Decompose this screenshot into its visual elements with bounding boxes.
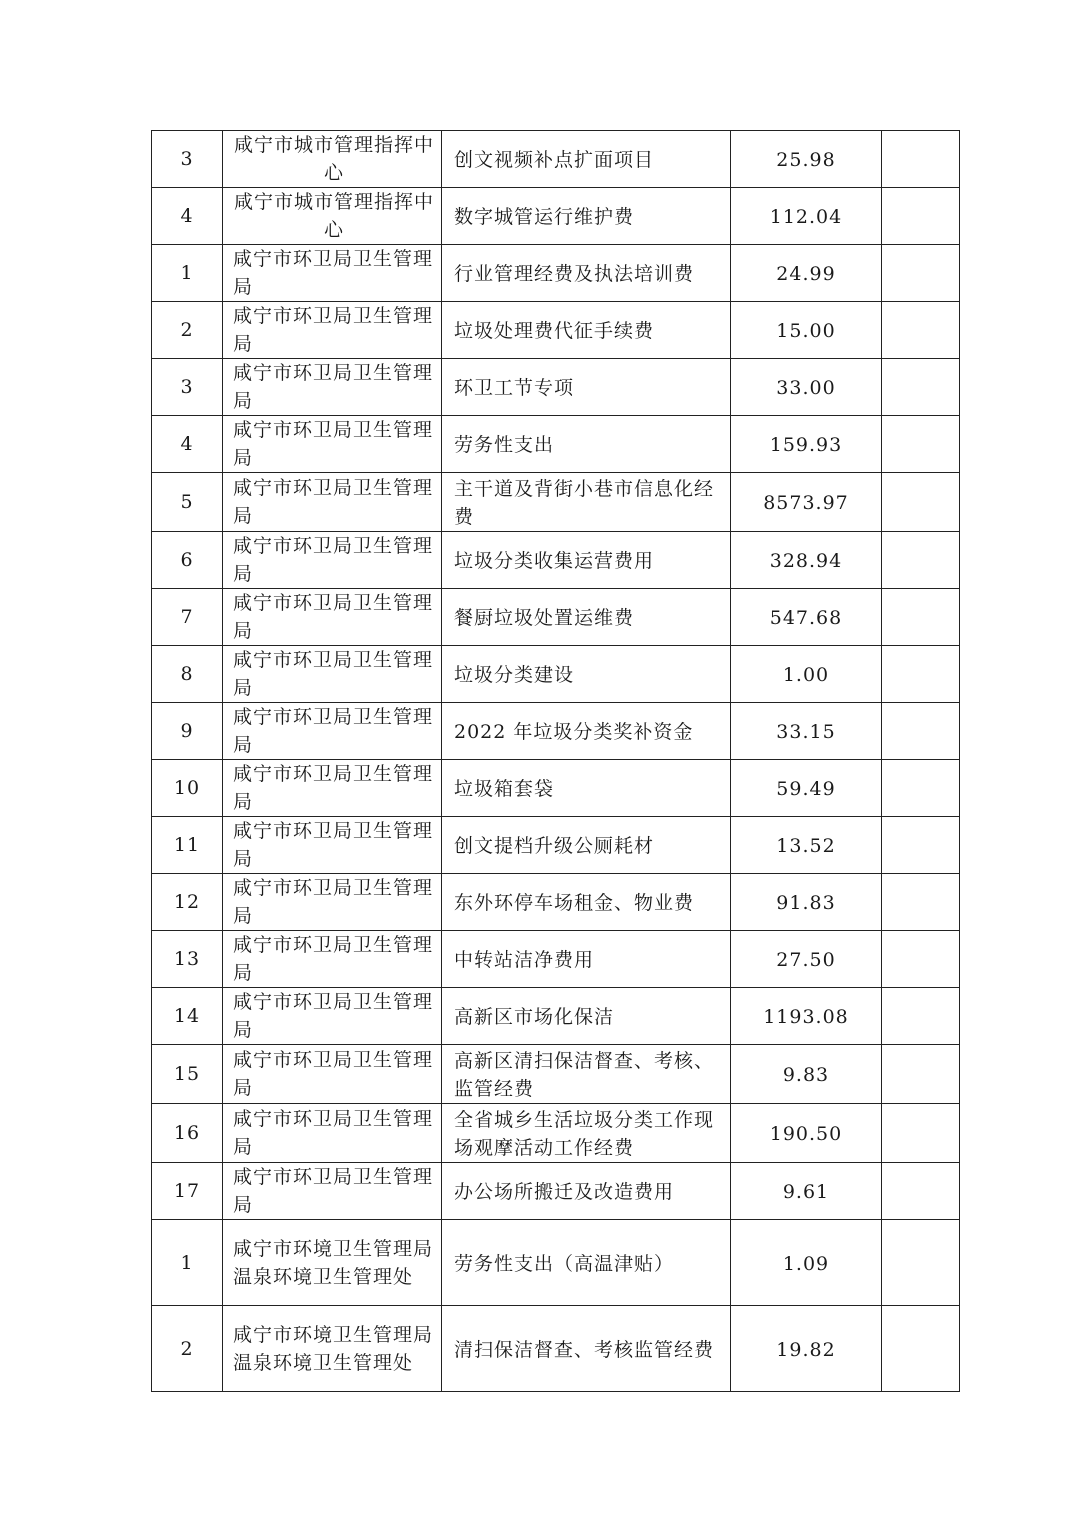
note-cell	[882, 416, 960, 473]
row-number-text: 1	[180, 262, 194, 284]
note-cell	[882, 874, 960, 931]
item-name-text: 清扫保洁督查、考核监管经费	[454, 1338, 715, 1361]
unit-name-cell	[223, 1220, 442, 1306]
row-number-text: 12	[173, 891, 201, 913]
note-cell	[882, 589, 960, 646]
amount-text: 25.98	[776, 149, 836, 171]
row-number-cell	[152, 874, 223, 931]
amount-cell	[731, 1104, 882, 1163]
row-number-cell	[152, 1104, 223, 1163]
amount-text: 8573.97	[763, 492, 849, 514]
unit-name-text: 咸宁市环卫局卫生管理局	[233, 535, 434, 585]
table-row	[152, 1306, 960, 1392]
note-cell	[882, 359, 960, 416]
item-name-cell	[442, 1104, 731, 1163]
note-cell	[882, 760, 960, 817]
table-row	[152, 817, 960, 874]
unit-name-cell	[223, 131, 442, 188]
unit-name-text: 咸宁市环卫局卫生管理局	[233, 763, 434, 813]
row-number-text: 4	[180, 433, 194, 455]
amount-text: 1.09	[782, 1252, 830, 1275]
unit-name-text: 咸宁市城市管理指挥中心	[233, 191, 434, 241]
row-number-text: 11	[173, 834, 201, 856]
amount-text: 112.04	[769, 206, 843, 228]
row-number-text: 10	[173, 777, 201, 799]
row-number-cell	[152, 1306, 223, 1392]
row-number-text: 7	[180, 606, 194, 628]
item-name-text: 中转站洁净费用	[454, 949, 595, 971]
amount-cell	[731, 359, 882, 416]
amount-text: 328.94	[769, 550, 843, 572]
item-name-cell	[442, 245, 731, 302]
table-row	[152, 416, 960, 473]
unit-name-cell	[223, 703, 442, 760]
unit-name-text: 咸宁市环卫局卫生管理局	[233, 419, 434, 469]
table-row	[152, 1045, 960, 1104]
unit-name-cell	[223, 188, 442, 245]
unit-name-cell	[223, 931, 442, 988]
amount-cell	[731, 188, 882, 245]
item-name-cell	[442, 131, 731, 188]
unit-name-cell	[223, 1104, 442, 1163]
item-name-text: 垃圾分类建设	[454, 664, 575, 686]
unit-name-cell	[223, 302, 442, 359]
table-row	[152, 302, 960, 359]
table-row	[152, 589, 960, 646]
unit-name-text: 咸宁市环卫局卫生管理局	[233, 248, 434, 298]
table-row	[152, 1163, 960, 1220]
table-row	[152, 245, 960, 302]
amount-cell	[731, 817, 882, 874]
table-row	[152, 931, 960, 988]
budget-table	[151, 130, 960, 1392]
item-name-text: 东外环停车场租金、物业费	[454, 892, 695, 914]
note-cell	[882, 817, 960, 874]
amount-cell	[731, 302, 882, 359]
note-cell	[882, 1163, 960, 1220]
row-number-cell	[152, 359, 223, 416]
row-number-cell	[152, 188, 223, 245]
table-row	[152, 988, 960, 1045]
unit-name-cell	[223, 1163, 442, 1220]
row-number-cell	[152, 760, 223, 817]
table-row	[152, 532, 960, 589]
item-name-text: 行业管理经费及执法培训费	[454, 263, 695, 285]
unit-name-cell	[223, 473, 442, 532]
item-name-text: 劳务性支出	[454, 434, 555, 456]
item-name-text: 劳务性支出（高温津贴）	[454, 1252, 675, 1275]
item-name-cell	[442, 188, 731, 245]
unit-name-cell	[223, 988, 442, 1045]
amount-cell	[731, 1306, 882, 1392]
row-number-cell	[152, 1045, 223, 1104]
item-name-text: 垃圾分类收集运营费用	[454, 550, 655, 572]
unit-name-text: 咸宁市城市管理指挥中心	[233, 134, 434, 184]
row-number-cell	[152, 245, 223, 302]
row-number-text: 13	[173, 948, 201, 970]
item-name-text: 创文视频补点扩面项目	[454, 149, 655, 171]
amount-cell	[731, 589, 882, 646]
amount-text: 9.61	[782, 1181, 830, 1203]
row-number-cell	[152, 302, 223, 359]
row-number-text: 2	[180, 319, 194, 341]
table-row	[152, 359, 960, 416]
row-number-text: 15	[173, 1063, 201, 1085]
unit-name-cell	[223, 532, 442, 589]
row-number-cell	[152, 1220, 223, 1306]
item-name-text: 垃圾箱套袋	[454, 778, 555, 800]
note-cell	[882, 245, 960, 302]
unit-name-cell	[223, 245, 442, 302]
row-number-cell	[152, 988, 223, 1045]
item-name-text: 环卫工节专项	[454, 377, 575, 399]
row-number-text: 8	[180, 663, 194, 685]
item-name-cell	[442, 703, 731, 760]
item-name-cell	[442, 473, 731, 532]
unit-name-text: 咸宁市环卫局卫生管理局	[233, 477, 434, 527]
amount-cell	[731, 1220, 882, 1306]
row-number-cell	[152, 416, 223, 473]
row-number-cell	[152, 473, 223, 532]
amount-cell	[731, 931, 882, 988]
unit-name-cell	[223, 1306, 442, 1392]
table-row	[152, 473, 960, 532]
item-name-text: 数字城管运行维护费	[454, 206, 635, 228]
amount-text: 190.50	[769, 1123, 843, 1145]
unit-name-cell	[223, 646, 442, 703]
item-name-cell	[442, 359, 731, 416]
item-name-text: 办公场所搬迁及改造费用	[454, 1181, 675, 1203]
row-number-text: 16	[173, 1122, 201, 1144]
item-name-cell	[442, 1306, 731, 1392]
unit-name-text: 咸宁市环卫局卫生管理局	[233, 649, 434, 699]
note-cell	[882, 302, 960, 359]
row-number-text: 2	[180, 1337, 194, 1360]
unit-name-text: 咸宁市环境卫生管理局温泉环境卫生管理处	[233, 1237, 434, 1288]
table-row	[152, 760, 960, 817]
table-row	[152, 703, 960, 760]
amount-cell	[731, 646, 882, 703]
unit-name-text: 咸宁市环卫局卫生管理局	[233, 877, 434, 927]
item-name-text: 2022 年垃圾分类奖补资金	[454, 721, 694, 743]
unit-name-cell	[223, 589, 442, 646]
unit-name-text: 咸宁市环卫局卫生管理局	[233, 1166, 434, 1216]
unit-name-text: 咸宁市环卫局卫生管理局	[233, 991, 434, 1041]
amount-text: 9.83	[782, 1064, 830, 1086]
table-body	[152, 131, 960, 1392]
amount-text: 33.00	[776, 377, 836, 399]
item-name-text: 高新区市场化保洁	[454, 1006, 615, 1028]
item-name-cell	[442, 1045, 731, 1104]
amount-cell	[731, 988, 882, 1045]
item-name-cell	[442, 931, 731, 988]
amount-cell	[731, 131, 882, 188]
table-row	[152, 1220, 960, 1306]
row-number-text: 1	[180, 1251, 194, 1274]
item-name-text: 垃圾处理费代征手续费	[454, 320, 655, 342]
amount-cell	[731, 1045, 882, 1104]
note-cell	[882, 931, 960, 988]
note-cell	[882, 473, 960, 532]
note-cell	[882, 703, 960, 760]
row-number-cell	[152, 532, 223, 589]
amount-cell	[731, 760, 882, 817]
amount-text: 1193.08	[763, 1006, 849, 1028]
row-number-cell	[152, 931, 223, 988]
unit-name-text: 咸宁市环卫局卫生管理局	[233, 305, 434, 355]
item-name-cell	[442, 988, 731, 1045]
item-name-cell	[442, 760, 731, 817]
amount-cell	[731, 245, 882, 302]
item-name-cell	[442, 589, 731, 646]
row-number-cell	[152, 646, 223, 703]
amount-text: 15.00	[776, 320, 836, 342]
amount-cell	[731, 532, 882, 589]
row-number-cell	[152, 703, 223, 760]
unit-name-cell	[223, 874, 442, 931]
item-name-cell	[442, 1163, 731, 1220]
unit-name-text: 咸宁市环卫局卫生管理局	[233, 592, 434, 642]
amount-cell	[731, 874, 882, 931]
row-number-text: 14	[173, 1005, 201, 1027]
note-cell	[882, 532, 960, 589]
item-name-cell	[442, 874, 731, 931]
amount-cell	[731, 703, 882, 760]
item-name-text: 主干道及背街小巷市信息化经费	[454, 478, 715, 528]
unit-name-cell	[223, 760, 442, 817]
unit-name-text: 咸宁市环卫局卫生管理局	[233, 362, 434, 412]
item-name-cell	[442, 416, 731, 473]
item-name-text: 餐厨垃圾处置运维费	[454, 607, 635, 629]
table-row	[152, 131, 960, 188]
note-cell	[882, 1045, 960, 1104]
amount-cell	[731, 1163, 882, 1220]
unit-name-cell	[223, 817, 442, 874]
unit-name-cell	[223, 1045, 442, 1104]
table-row	[152, 1104, 960, 1163]
unit-name-cell	[223, 359, 442, 416]
row-number-text: 17	[173, 1180, 201, 1202]
amount-text: 547.68	[769, 607, 843, 629]
amount-text: 24.99	[776, 263, 836, 285]
unit-name-text: 咸宁市环卫局卫生管理局	[233, 706, 434, 756]
table-row	[152, 874, 960, 931]
amount-text: 13.52	[776, 835, 836, 857]
row-number-text: 4	[180, 205, 194, 227]
item-name-cell	[442, 532, 731, 589]
note-cell	[882, 1220, 960, 1306]
amount-text: 33.15	[776, 721, 836, 743]
unit-name-cell	[223, 416, 442, 473]
note-cell	[882, 1306, 960, 1392]
item-name-cell	[442, 646, 731, 703]
amount-text: 59.49	[776, 778, 836, 800]
item-name-cell	[442, 1220, 731, 1306]
item-name-text: 全省城乡生活垃圾分类工作现场观摩活动工作经费	[454, 1109, 715, 1159]
note-cell	[882, 646, 960, 703]
item-name-text: 创文提档升级公厕耗材	[454, 835, 655, 857]
item-name-cell	[442, 302, 731, 359]
table-row	[152, 188, 960, 245]
row-number-text: 5	[180, 491, 194, 513]
table-row	[152, 646, 960, 703]
row-number-cell	[152, 131, 223, 188]
amount-text: 27.50	[776, 949, 836, 971]
row-number-text: 3	[180, 376, 194, 398]
unit-name-text: 咸宁市环卫局卫生管理局	[233, 1108, 434, 1158]
row-number-cell	[152, 589, 223, 646]
amount-text: 1.00	[782, 664, 830, 686]
unit-name-text: 咸宁市环卫局卫生管理局	[233, 820, 434, 870]
amount-cell	[731, 473, 882, 532]
row-number-text: 3	[180, 148, 194, 170]
item-name-text: 高新区清扫保洁督查、考核、监管经费	[454, 1050, 715, 1100]
note-cell	[882, 1104, 960, 1163]
row-number-text: 9	[180, 720, 194, 742]
amount-text: 19.82	[776, 1338, 836, 1361]
note-cell	[882, 988, 960, 1045]
amount-text: 159.93	[769, 434, 843, 456]
unit-name-text: 咸宁市环境卫生管理局温泉环境卫生管理处	[233, 1323, 434, 1374]
item-name-cell	[442, 817, 731, 874]
row-number-cell	[152, 1163, 223, 1220]
amount-cell	[731, 416, 882, 473]
note-cell	[882, 131, 960, 188]
unit-name-text: 咸宁市环卫局卫生管理局	[233, 934, 434, 984]
row-number-cell	[152, 817, 223, 874]
unit-name-text: 咸宁市环卫局卫生管理局	[233, 1049, 434, 1099]
amount-text: 91.83	[776, 892, 836, 914]
note-cell	[882, 188, 960, 245]
row-number-text: 6	[180, 549, 194, 571]
